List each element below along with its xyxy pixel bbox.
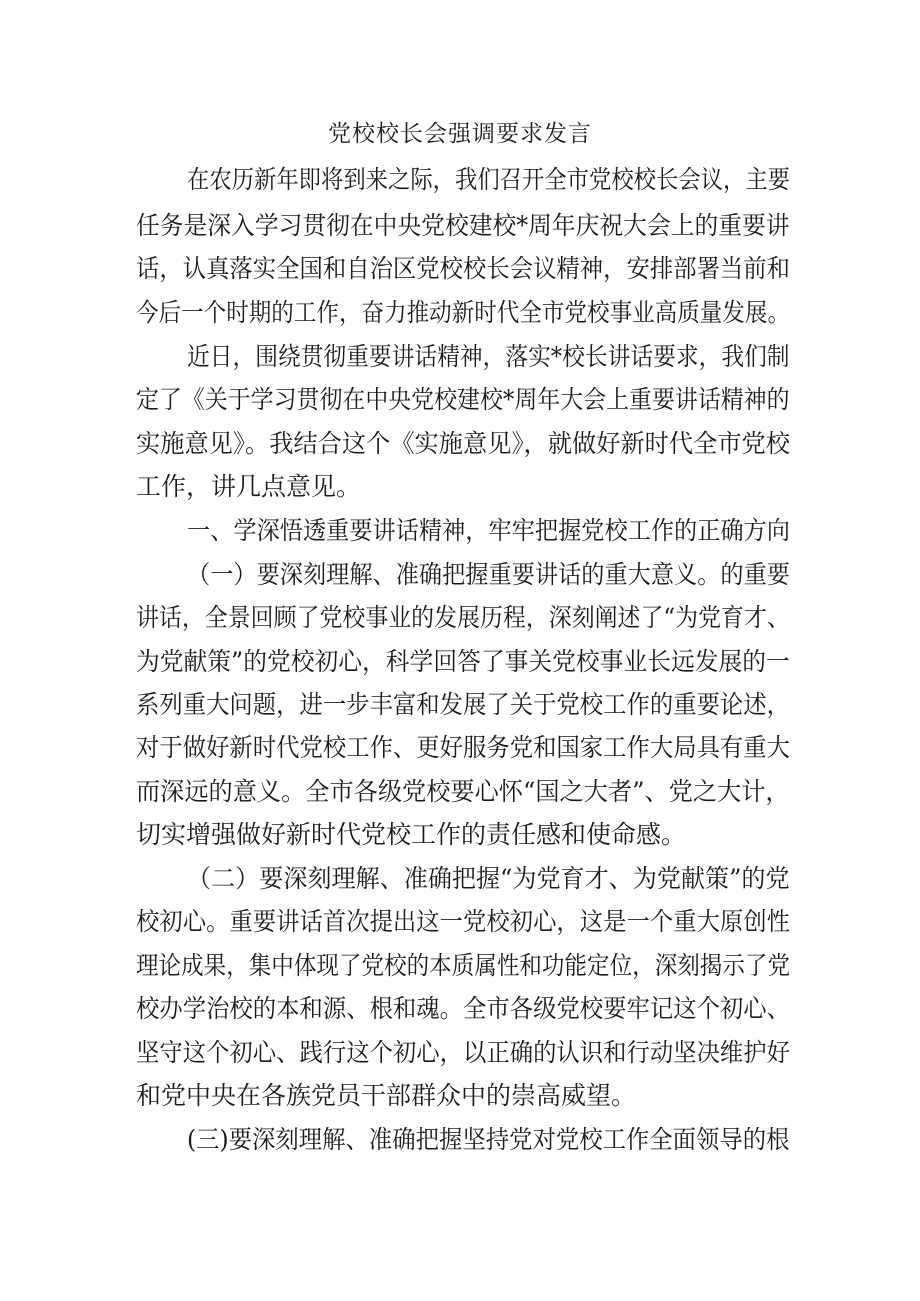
section-heading-1: 一、学深悟透重要讲话精神，牢牢把握党校工作的正确方向 xyxy=(187,516,791,545)
paragraph-1-line-2: 任务是深入学习贯彻在中央党校建校*周年庆祝大会上的重要讲 xyxy=(136,211,790,240)
paragraph-2-line-4: 工作，讲几点意见。 xyxy=(136,472,362,501)
paragraph-4-line-3: 理论成果，集中体现了党校的本质属性和功能定位，深刻揭示了党 xyxy=(136,951,791,980)
paragraph-3-line-7: 切实增强做好新时代党校工作的责任感和使命感。 xyxy=(136,820,687,849)
paragraph-3-line-5: 对于做好新时代党校工作、更好服务党和国家工作大局具有重大 xyxy=(136,733,791,762)
paragraph-4-line-4: 校办学治校的本和源、根和魂。全市各级党校要牢记这个初心、 xyxy=(136,994,791,1023)
paragraph-1-line-4: 今后一个时期的工作，奋力推动新时代全市党校事业高质量发展。 xyxy=(136,298,791,327)
paragraph-2-line-3: 实施意见》。我结合这个《实施意见》，就做好新时代全市党校 xyxy=(136,429,791,458)
paragraph-1-line-3: 话，认真落实全国和自治区党校校长会议精神，安排部署当前和 xyxy=(136,254,791,283)
paragraph-4-line-2: 校初心。重要讲话首次提出这一党校初心，这是一个重大原创性 xyxy=(136,907,791,936)
paragraph-3-line-1: （一）要深刻理解、准确把握重要讲话的重大意义。的重要 xyxy=(187,560,791,589)
paragraph-3-line-4: 系列重大问题，进一步丰富和发展了关于党校工作的重要论述， xyxy=(136,690,791,719)
paragraph-5-line-1: (三)要深刻理解、准确把握坚持党对党校工作全面领导的根 xyxy=(187,1125,790,1154)
paragraph-3-line-3: 为党献策”的党校初心，科学回答了事关党校事业长远发展的一 xyxy=(136,647,790,676)
paragraph-4-line-6: 和党中央在各族党员干部群众中的崇高威望。 xyxy=(136,1081,637,1110)
paragraph-3-line-2: 讲话，全景回顾了党校事业的发展历程，深刻阐述了“为党育才、 xyxy=(136,603,790,632)
paragraph-4-line-5: 坚守这个初心、践行这个初心，以正确的认识和行动坚决维护好 xyxy=(136,1038,791,1067)
paragraph-3-line-6: 而深远的意义。全市各级党校要心怀“国之大者”、党之大计， xyxy=(136,777,790,806)
paragraph-4-line-1: （二）要深刻理解、准确把握“为党育才、为党献策”的党 xyxy=(187,864,790,893)
document-title: 党校校长会强调要求发言 xyxy=(328,121,592,147)
paragraph-2-line-1: 近日，围绕贯彻重要讲话精神，落实*校长讲话要求，我们制 xyxy=(187,342,790,371)
paragraph-2-line-2: 定了《关于学习贯彻在中央党校建校*周年大会上重要讲话精神的 xyxy=(136,385,790,414)
paragraph-1-line-1: 在农历新年即将到来之际，我们召开全市党校校长会议，主要 xyxy=(187,165,791,194)
